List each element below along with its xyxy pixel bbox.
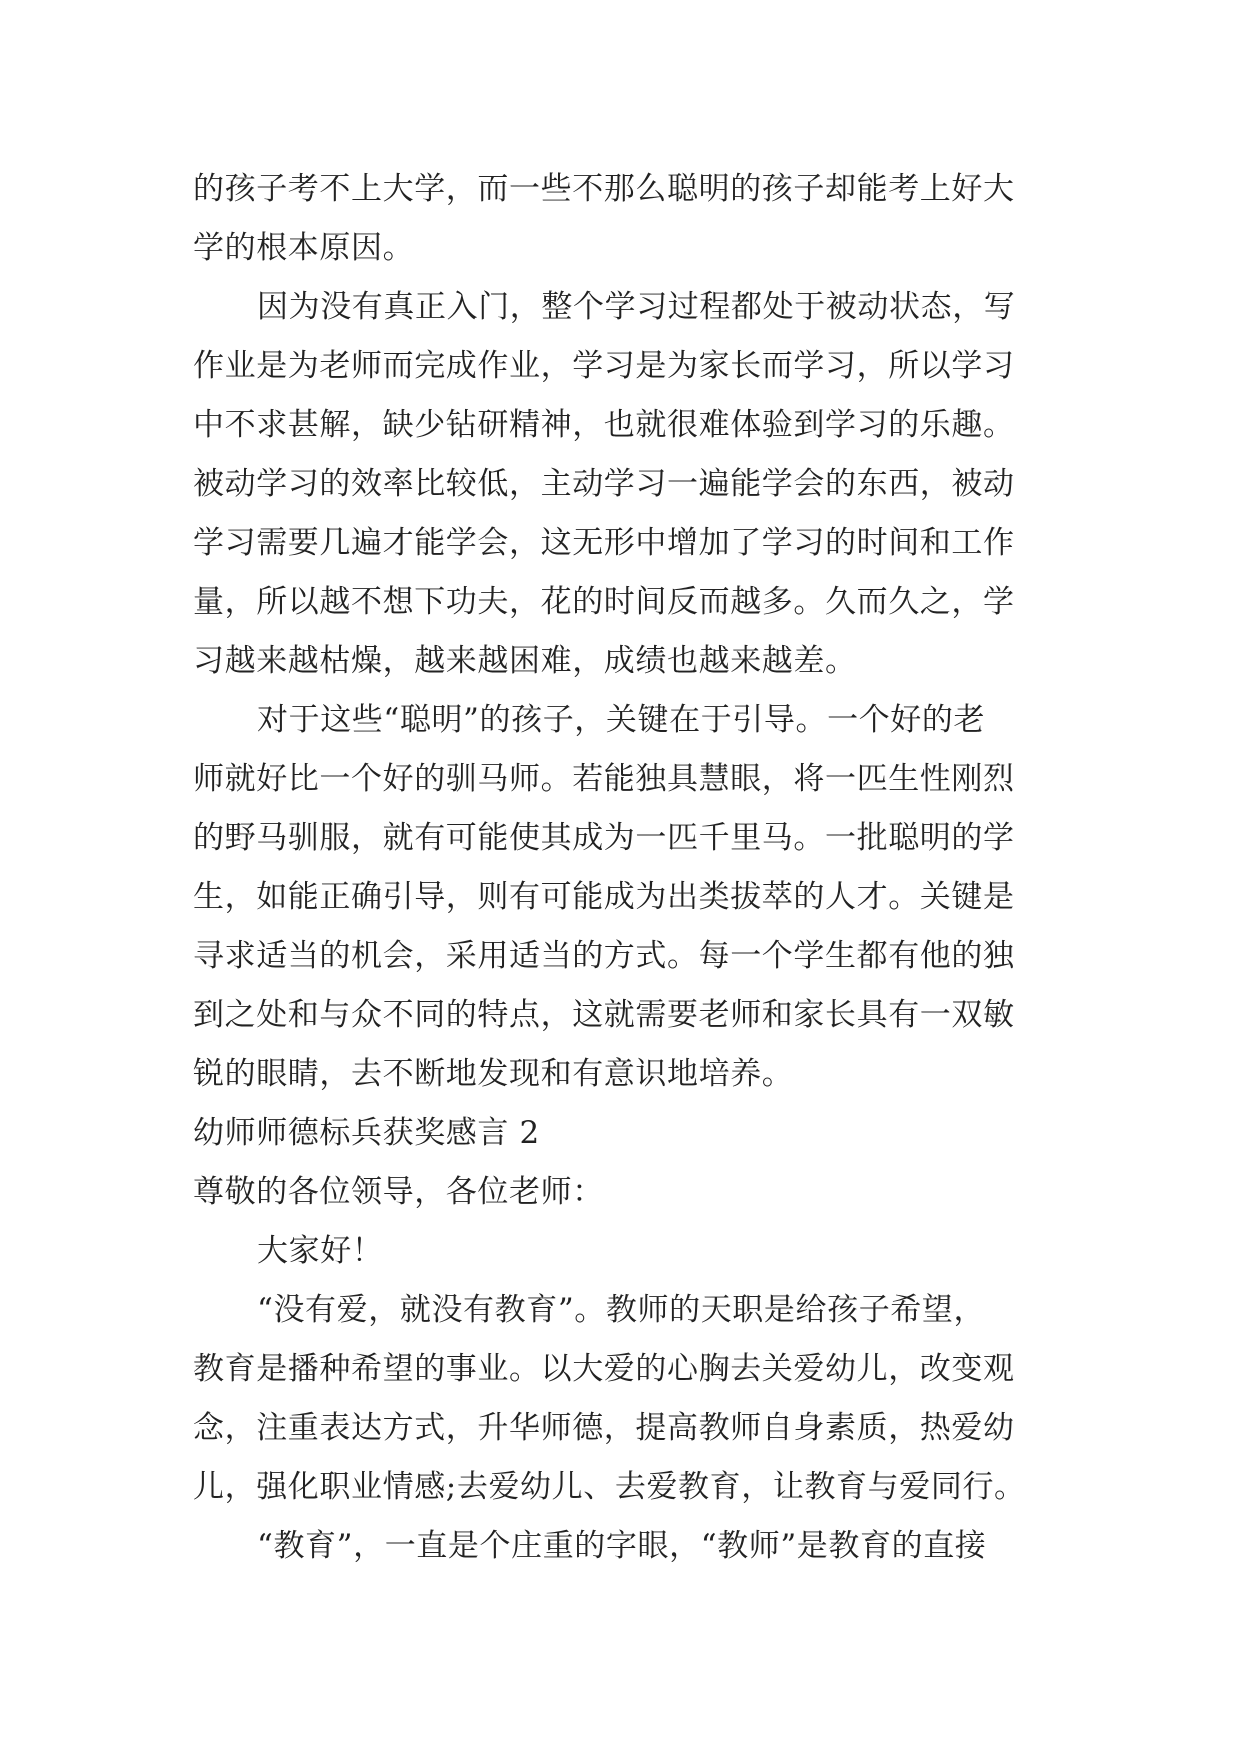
salutation: 尊敬的各位领导，各位老师： [193, 1174, 604, 1210]
text-line: 量，所以越不想下功夫，花的时间反而越多。久而久之，学 [193, 584, 1015, 620]
paragraph-start-line: “教育”，一直是个庄重的字眼，“教师”是教育的直接 [257, 1528, 987, 1564]
text-line: 中不求甚解，缺少钻研精神，也就很难体验到学习的乐趣。 [193, 407, 1015, 443]
greeting: 大家好！ [257, 1233, 384, 1269]
text-line: 被动学习的效率比较低，主动学习一遍能学会的东西，被动 [193, 466, 1015, 502]
text-line: 作业是为老师而完成作业，学习是为家长而学习，所以学习 [193, 348, 1015, 384]
text-line: 念，注重表达方式，升华师德，提高教师自身素质，热爱幼 [193, 1410, 1015, 1446]
document-page [193, 160, 1063, 1576]
section-heading: 幼师师德标兵获奖感言 2 [193, 1115, 540, 1151]
text-line: 锐的眼睛，去不断地发现和有意识地培养。 [193, 1056, 794, 1092]
text-line: 学习需要几遍才能学会，这无形中增加了学习的时间和工作 [193, 525, 1015, 561]
paragraph-start-line: “没有爱，就没有教育”。教师的天职是给孩子希望， [257, 1292, 986, 1328]
paragraph-start-line: 对于这些“聪明”的孩子，关键在于引导。一个好的老 [257, 702, 986, 738]
text-line: 习越来越枯燥，越来越困难，成绩也越来越差。 [193, 643, 857, 679]
text-line: 的孩子考不上大学，而一些不那么聪明的孩子却能考上好大 [193, 171, 1015, 207]
text-line: 师就好比一个好的驯马师。若能独具慧眼，将一匹生性刚烈 [193, 761, 1015, 797]
text-line: 寻求适当的机会，采用适当的方式。每一个学生都有他的独 [193, 938, 1015, 974]
text-line: 到之处和与众不同的特点，这就需要老师和家长具有一双敏 [193, 997, 1015, 1033]
text-line: 儿，强化职业情感;去爱幼儿、去爱教育，让教育与爱同行。 [193, 1469, 1026, 1505]
text-line: 的野马驯服，就有可能使其成为一匹千里马。一批聪明的学 [193, 820, 1015, 856]
text-line: 学的根本原因。 [193, 230, 415, 266]
text-line: 生，如能正确引导，则有可能成为出类拔萃的人才。关键是 [193, 879, 1015, 915]
text-line: 教育是播种希望的事业。以大爱的心胸去关爱幼儿，改变观 [193, 1351, 1015, 1387]
paragraph-start-line: 因为没有真正入门，整个学习过程都处于被动状态，写 [257, 289, 1016, 325]
